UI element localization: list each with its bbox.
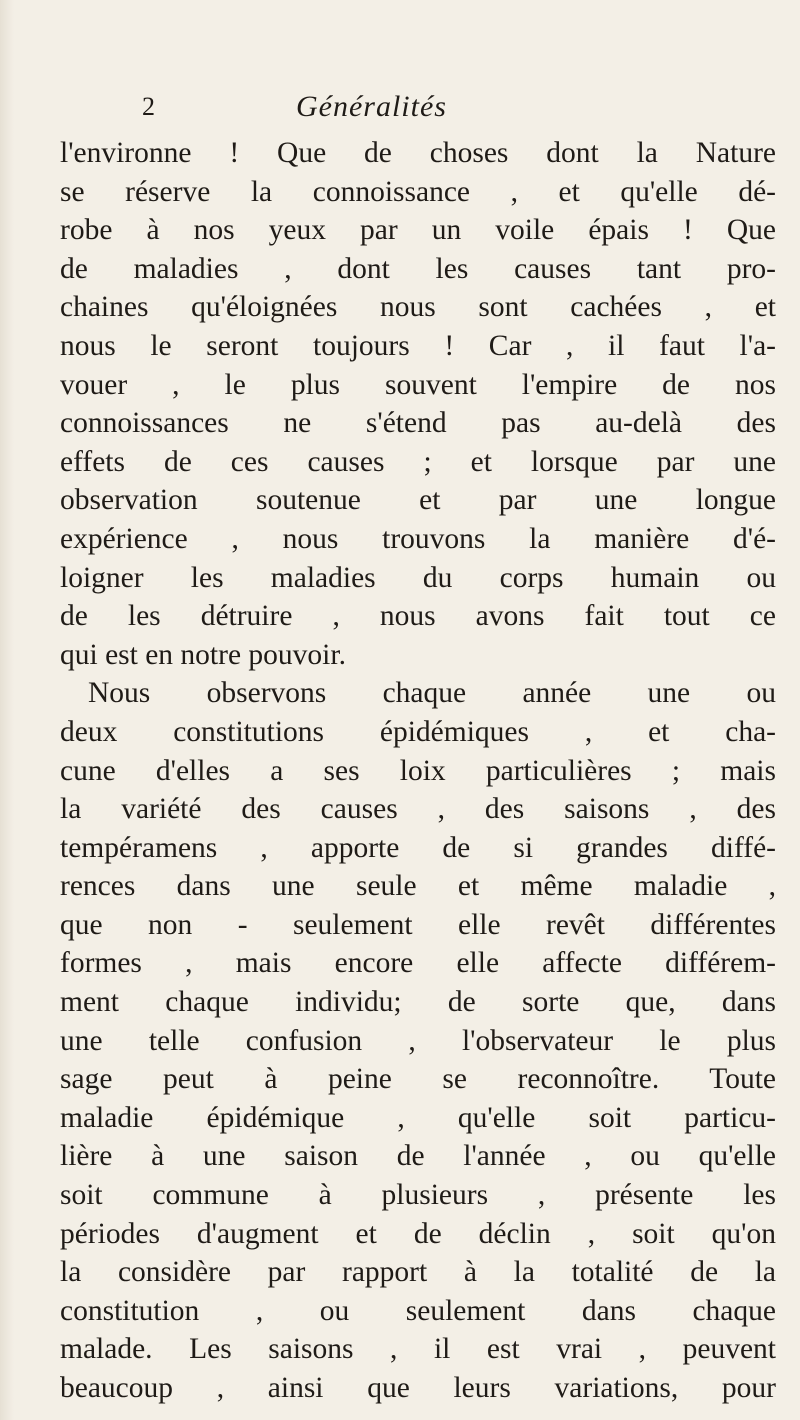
body-text	[60, 134, 776, 1408]
text-line: de les détruire , nous avons fait tout ce	[60, 600, 776, 633]
text-line: observation soutenue et par une longue	[60, 484, 776, 517]
text-line: la variété des causes , des saisons , des	[60, 793, 776, 826]
text-line: ment chaque individu; de sorte que, dans	[60, 986, 776, 1019]
text-line: nous le seront toujours ! Car , il faut l'a-	[60, 329, 776, 362]
text-line: expérience , nous trouvons la manière d'é-	[60, 522, 776, 555]
text-line: rences dans une seule et même maladie ,	[60, 870, 776, 903]
text-line: formes , mais encore elle affecte différem-	[60, 947, 776, 980]
text-line: soit commune à plusieurs , présente les	[60, 1179, 776, 1212]
paragraph-first-line: Nous observons chaque année une ou	[88, 677, 776, 710]
page-number: 2	[142, 92, 155, 121]
paragraph-end-line: qui est en notre pouvoir.	[60, 638, 346, 671]
text-line: lière à une saison de l'année , ou qu'elle	[60, 1140, 776, 1173]
text-line: maladie épidémique , qu'elle soit particu-	[60, 1101, 776, 1134]
text-line: loigner les maladies du corps humain ou	[60, 561, 776, 594]
text-line: cune d'elles a ses loix particulières ; mais	[60, 754, 776, 787]
text-line: tempéramens , apporte de si grandes diffé-	[60, 831, 776, 864]
running-title: Généralités	[296, 90, 447, 123]
text-line: périodes d'augment et de déclin , soit qu'on	[60, 1217, 776, 1250]
text-line: l'environne ! Que de choses dont la Nature	[60, 137, 776, 169]
text-line: robe à nos yeux par un voile épais ! Que	[60, 214, 776, 247]
text-line: constitution , ou seulement dans chaque	[60, 1294, 776, 1327]
text-line: chaines qu'éloignées nous sont cachées , et	[60, 291, 776, 324]
text-line: vouer , le plus souvent l'empire de nos	[60, 368, 776, 401]
text-line: une telle confusion , l'observateur le plus	[60, 1024, 776, 1057]
text-line: malade. Les saisons , il est vrai , peuvent	[60, 1333, 776, 1366]
text-line: que non - seulement elle revêt différentes	[60, 908, 776, 941]
text-line: se réserve la connoissance , et qu'elle dé-	[60, 175, 776, 208]
text-line: sage peut à peine se reconnoître. Toute	[60, 1063, 776, 1096]
book-page	[60, 92, 776, 1408]
text-line: la considère par rapport à la totalité de la	[60, 1256, 776, 1289]
text-line: deux constitutions épidémiques , et cha-	[60, 715, 776, 748]
text-line: effets de ces causes ; et lorsque par une	[60, 445, 776, 478]
text-line: de maladies , dont les causes tant pro-	[60, 252, 776, 285]
page-header	[60, 92, 776, 134]
page-binding-edge	[0, 0, 14, 1420]
text-line: beaucoup , ainsi que leurs variations, pour	[60, 1372, 776, 1404]
text-line: connoissances ne s'étend pas au-delà des	[60, 407, 776, 440]
